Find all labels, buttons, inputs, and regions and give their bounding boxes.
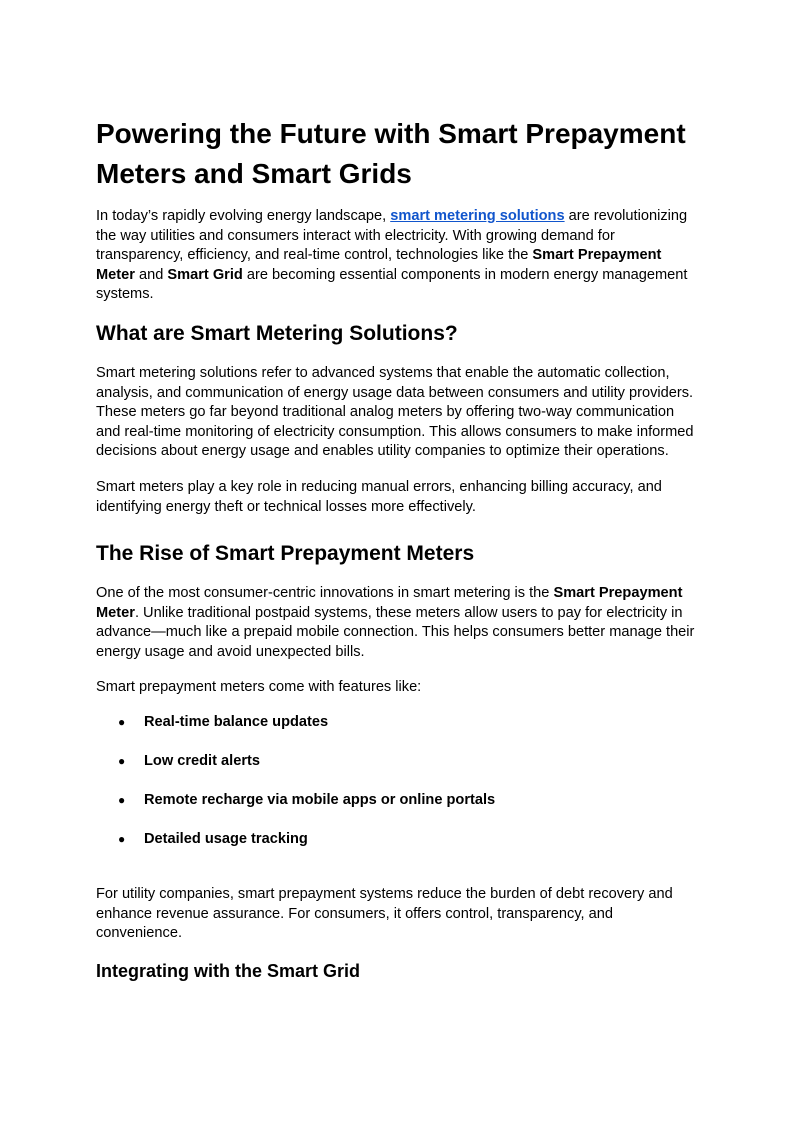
section-heading-smart-prepayment: The Rise of Smart Prepayment Meters xyxy=(96,542,475,565)
intro-text-1: In today’s rapidly evolving energy landscape, xyxy=(96,208,391,224)
intro-text-2: are revolutionizing the way utilities and consumers interact with electricity. With growing demand for transparency, efficiency, and real-time control, technologies like the xyxy=(96,208,688,263)
intro-bold-smart-grid: Smart Grid xyxy=(167,266,243,283)
list-item xyxy=(96,713,701,752)
intro-text-4: are becoming essential components in modern energy management systems. xyxy=(96,266,688,302)
bullet-icon: ● xyxy=(118,832,126,846)
feature-text: Detailed usage tracking xyxy=(144,831,308,847)
feature-text: Remote recharge via mobile apps or online portals xyxy=(144,792,496,808)
list-item xyxy=(96,791,701,830)
list-item xyxy=(96,752,701,791)
page-title: Powering the Future with Smart Prepayment Meters and Smart Grids xyxy=(96,118,686,189)
features-list xyxy=(96,713,701,869)
bullet-icon: ● xyxy=(118,754,126,768)
section2-text-2: . Unlike traditional postpaid systems, these meters allow users to pay for electricity in advance—much like a prepaid mobile connection. This helps consumers better manage their energy usage and avoid unexpected bills. xyxy=(96,604,695,660)
section1-paragraph-2: Smart meters play a key role in reducing manual errors, enhancing billing accuracy, and identifying energy theft or technical losses more effectively. xyxy=(96,479,662,515)
section1-paragraph-1: Smart metering solutions refer to advanced systems that enable the automatic collection, analysis, and communication of energy usage data between consumers and utility providers. These meters go far beyond traditional analog meters by offering two-way communication and real-time monitoring of electricity consumption. This allows consumers to make informed decisions about energy usage and enables utility companies to optimize their operations. xyxy=(96,365,694,459)
section2-text-1: One of the most consumer-centric innovations in smart metering is the xyxy=(96,585,554,601)
section-heading-smart-grid: Integrating with the Smart Grid xyxy=(96,961,361,981)
section-heading-smart-metering: What are Smart Metering Solutions? xyxy=(96,322,458,345)
smart-metering-solutions-link[interactable]: smart metering solutions xyxy=(390,208,565,224)
section2-paragraph-2: Smart prepayment meters come with features like: xyxy=(96,679,422,695)
section2-paragraph-1 xyxy=(96,584,701,662)
bullet-icon: ● xyxy=(118,715,126,729)
section2-paragraph-3: For utility companies, smart prepayment systems reduce the burden of debt recovery and enhance revenue assurance. For consumers, it offers control, transparency, and convenience. xyxy=(96,886,673,941)
intro-text-3: and xyxy=(134,266,168,283)
intro-paragraph xyxy=(96,207,701,305)
feature-text: Real-time balance updates xyxy=(144,714,329,730)
section2-bold-smart-prepayment-meter: Smart Prepayment Meter xyxy=(96,585,683,621)
list-item xyxy=(96,830,701,869)
bullet-icon: ● xyxy=(118,793,126,807)
feature-text: Low credit alerts xyxy=(144,753,260,769)
intro-bold-smart-prepayment-meter: Smart Prepayment Meter xyxy=(96,247,662,283)
